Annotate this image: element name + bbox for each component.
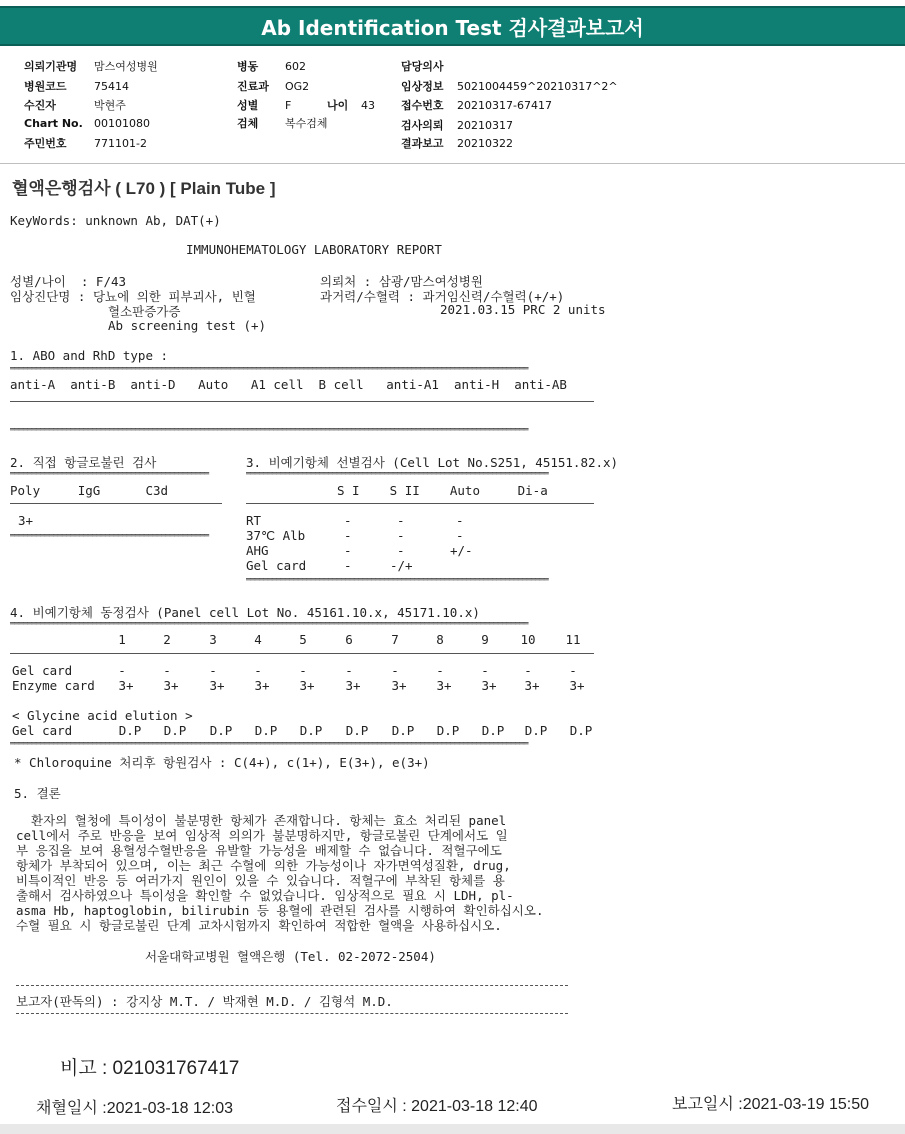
abo-rule: [10, 401, 594, 402]
keywords: KeyWords: unknown Ab, DAT(+): [10, 213, 221, 228]
header-patient-name: 수진자 박현주: [24, 99, 126, 112]
header-divider: [0, 163, 905, 164]
glycine-label: Gel card: [12, 723, 73, 738]
enzyme-row-cell: 3+: [118, 678, 134, 693]
panel-heading: 4. 비예기항체 동정검사 (Panel cell Lot No. 45161.10.x, 45171.10.x): [10, 605, 480, 620]
header-report-date: 결과보고 20210322: [401, 137, 513, 150]
header-row-cell: 11: [565, 632, 581, 647]
screen-row-label: Gel card: [246, 558, 307, 573]
patient-history-1: 과거력/수혈력 : 과거임신력/수혈력(+/+): [320, 289, 565, 304]
header-specimen: 검체 복수검체: [237, 117, 328, 130]
screen-row-sii: -: [397, 513, 405, 528]
glycine-row-cell: D.P: [345, 723, 369, 738]
header-row-cell: 10: [520, 632, 536, 647]
conclusion-line: cell에서 주로 반응을 보여 임상적 의의가 불분명하지만, 항글로불린 단계에서도 일: [16, 828, 508, 843]
screen-double-rule-bottom: ══════════════════════════════════════════════════════════════════════: [246, 576, 549, 584]
screen-row-auto: +/-: [450, 543, 473, 558]
enzyme-row-cell: 3+: [163, 678, 179, 693]
glycine-heading: < Glycine acid elution >: [12, 708, 193, 723]
gel-row-cell: -: [163, 663, 171, 678]
report-title-bar: [0, 6, 905, 46]
remark: 비고 : 021031767417: [60, 1058, 240, 1079]
header-accession-no: 접수번호 20210317-67417: [401, 99, 552, 112]
enzyme-row-cell: 3+: [391, 678, 407, 693]
header-doctor: 담당의사: [401, 60, 444, 73]
glycine-row-cell: D.P: [163, 723, 187, 738]
enzyme-row-cell: 3+: [524, 678, 540, 693]
abo-columns: anti-A anti-B anti-D Auto A1 cell B cell anti-A1 anti-H anti-AB: [10, 377, 567, 392]
screen-row-sii: -: [397, 528, 405, 543]
gel-row-cell: -: [254, 663, 262, 678]
header-row-cell: 9: [481, 632, 489, 647]
conclusion-line: 출해서 검사하였으나 특이성을 확인할 수 없었습니다. 임상적으로 필요 시 LDH, pl-: [16, 888, 514, 903]
enzyme-row-cell: 3+: [345, 678, 361, 693]
header-row-cell: 7: [391, 632, 399, 647]
glycine-row-cell: D.P: [209, 723, 233, 738]
gel-row-cell: -: [209, 663, 217, 678]
header-row-cell: 8: [436, 632, 444, 647]
screen-row-si: -: [344, 528, 352, 543]
dat-double-rule: ══════════════════════════════════════════════: [10, 470, 209, 478]
screen-row-si: -: [344, 543, 352, 558]
conclusion-line: asma Hb, haptoglobin, bilirubin 등 용혈에 관련된 검사를 시행하여 확인하십시오.: [16, 903, 544, 918]
abo-double-rule: ════════════════════════════════════════════════════════════════════════════════════════════════════════════════════════: [10, 365, 528, 373]
glycine-row-cell: D.P: [299, 723, 323, 738]
header-resident-no: 주민번호 771101-2: [24, 137, 147, 150]
gel-row-cell: -: [391, 663, 399, 678]
patient-history-2: 2021.03.15 PRC 2 units: [440, 302, 606, 317]
glycine-row-cell: D.P: [569, 723, 593, 738]
glycine-row-cell: D.P: [254, 723, 278, 738]
panel-double-rule: ════════════════════════════════════════════════════════════════════════════════════════════════════════════════════════: [10, 620, 528, 628]
panel-enzyme-label: Enzyme card: [12, 678, 95, 693]
patient-sex-age: 성별/나이 : F/43: [10, 274, 127, 289]
glycine-row-cell: D.P: [481, 723, 505, 738]
gel-row-cell: -: [569, 663, 577, 678]
abo-double-rule-bottom: ════════════════════════════════════════════════════════════════════════════════════════════════════════════════════════: [10, 426, 528, 434]
abo-heading: 1. ABO and RhD type :: [10, 348, 169, 363]
reporters: 보고자(판독의) : 강지상 M.T. / 박재현 M.D. / 김형석 M.D.: [16, 994, 393, 1009]
enzyme-row-cell: 3+: [569, 678, 585, 693]
glycine-row-cell: D.P: [391, 723, 415, 738]
conclusion-heading: 5. 결론: [14, 786, 61, 801]
chloroquine-note: * Chloroquine 처리후 항원검사 : C(4+), c(1+), E(3+), e(3+): [14, 755, 430, 770]
header-row-cell: 3: [209, 632, 217, 647]
header-row-cell: 5: [299, 632, 307, 647]
panel-gel-label: Gel card: [12, 663, 73, 678]
lab-report-title: IMMUNOHEMATOLOGY LABORATORY REPORT: [186, 242, 442, 257]
panel-double-rule-bottom: ════════════════════════════════════════════════════════════════════════════════════════════════════════════════════════: [10, 740, 528, 748]
header-sex: 성별 F: [237, 99, 292, 112]
patient-diagnosis-3: Ab screening test (+): [108, 318, 267, 333]
screen-row-auto: -: [456, 528, 464, 543]
reporter-rule-bottom: [16, 1013, 568, 1014]
screen-row-label: RT: [246, 513, 262, 528]
glycine-row-cell: D.P: [436, 723, 460, 738]
glycine-row-cell: D.P: [524, 723, 548, 738]
dat-rule: [10, 503, 222, 504]
header-ward: 병동 602: [237, 60, 306, 73]
collected-time: 채혈일시 :2021-03-18 12:03: [36, 1100, 234, 1117]
glycine-row-cell: D.P: [118, 723, 142, 738]
panel-rule: [10, 653, 594, 654]
conclusion-line: 환자의 혈청에 특이성이 불분명한 항체가 존재합니다. 항체는 효소 처리된 panel: [16, 813, 507, 828]
header-hospital-code: 병원코드 75414: [24, 80, 129, 93]
screen-row-auto: -: [456, 513, 464, 528]
patient-referral: 의뢰처 : 삼광/맘스여성병원: [320, 274, 483, 289]
dat-value: 3+: [18, 513, 34, 528]
lab-hospital: 서울대학교병원 혈액은행 (Tel. 02-2072-2504): [145, 949, 436, 964]
dat-columns: Poly IgG C3d: [10, 483, 169, 498]
conclusion-line: 비특이적인 반응 등 여러가지 원인이 있을 수 있습니다. 적혈구에 부착된 항체를 용: [16, 873, 505, 888]
header-hospital-name: 의뢰기관명 맘스여성병원: [24, 60, 158, 73]
header-request-date: 검사의뢰 20210317: [401, 119, 513, 132]
enzyme-row-cell: 3+: [436, 678, 452, 693]
section-title: 혈액은행검사 ( L70 ) [ Plain Tube ]: [12, 179, 276, 198]
header-row-cell: 2: [163, 632, 171, 647]
patient-diagnosis-2: 혈소판증가증: [108, 304, 181, 319]
conclusion-line: 수혈 필요 시 항글로불린 단계 교차시험까지 확인하여 적합한 혈액을 사용하십시오.: [16, 918, 502, 933]
header-row-cell: 6: [345, 632, 353, 647]
bottom-scroll-strip: [0, 1124, 905, 1134]
header-age: 나이 43: [327, 99, 375, 112]
gel-row-cell: -: [436, 663, 444, 678]
patient-diagnosis-1: 임상진단명 : 당뇨에 의한 피부괴사, 빈혈: [10, 289, 256, 304]
gel-row-cell: -: [118, 663, 126, 678]
screen-row-sii: -: [397, 543, 405, 558]
screen-columns: S I S II Auto Di-a: [337, 483, 548, 498]
screen-double-rule: ══════════════════════════════════════════════════════════════════════: [246, 470, 549, 478]
header-department: 진료과 OG2: [237, 80, 310, 93]
screen-row-si: -: [344, 558, 352, 573]
reported-time: 보고일시 :2021-03-19 15:50: [672, 1096, 870, 1113]
enzyme-row-cell: 3+: [254, 678, 270, 693]
reporter-rule-top: [16, 985, 568, 986]
screen-row-sii: -/+: [390, 558, 413, 573]
screen-heading: 3. 비예기항체 선별검사 (Cell Lot No.S251, 45151.82.x): [246, 455, 619, 470]
header-row-cell: 1: [118, 632, 126, 647]
report-title: Ab Identification Test 검사결과보고서: [261, 15, 644, 40]
conclusion-line: 항체가 부착되어 있으며, 이는 최근 수혈에 의한 가능성이나 자가면역성질환, drug,: [16, 858, 511, 873]
received-time: 접수일시 : 2021-03-18 12:40: [336, 1098, 538, 1115]
gel-row-cell: -: [345, 663, 353, 678]
enzyme-row-cell: 3+: [299, 678, 315, 693]
enzyme-row-cell: 3+: [481, 678, 497, 693]
screen-row-si: -: [344, 513, 352, 528]
gel-row-cell: -: [299, 663, 307, 678]
gel-row-cell: -: [481, 663, 489, 678]
conclusion-line: 부 응집을 보여 용혈성수혈반응을 유발할 가능성을 배제할 수 없습니다. 적혈구에도: [16, 843, 502, 858]
dat-double-rule-bottom: ══════════════════════════════════════════════: [10, 532, 209, 540]
dat-heading: 2. 직접 항글로불린 검사: [10, 455, 157, 470]
enzyme-row-cell: 3+: [209, 678, 225, 693]
screen-row-label: AHG: [246, 543, 269, 558]
header-chart-no: Chart No. 00101080: [24, 117, 150, 130]
header-row-cell: 4: [254, 632, 262, 647]
gel-row-cell: -: [524, 663, 532, 678]
header-clinical-info: 임상정보 5021004459^20210317^2^: [401, 80, 618, 93]
screen-row-label: 37℃ Alb: [246, 528, 306, 543]
screen-rule: [246, 503, 594, 504]
